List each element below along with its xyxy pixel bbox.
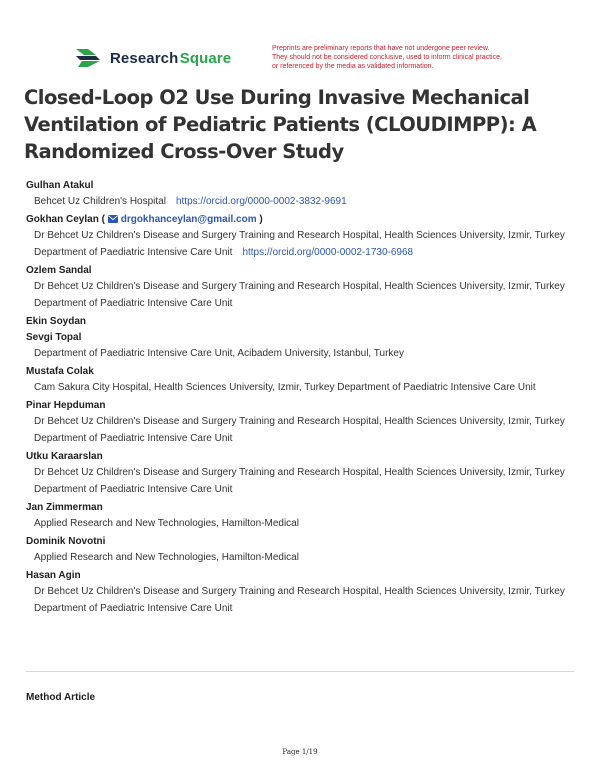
author-name: Gulhan Atakul (26, 180, 94, 191)
mail-icon (108, 215, 118, 223)
author-affiliation: Applied Research and New Technologies, Hamilton-Medical (34, 518, 299, 529)
orcid-link[interactable]: https://orcid.org/0000-0002-3832-9691 (175, 196, 347, 207)
author-affiliation-line (26, 193, 582, 210)
author-block (26, 365, 582, 396)
author-affiliation: Cam Sakura City Hospital, Health Sciences University, Izmir, Turkey Department of Paediatric Intensive Care Unit (34, 382, 536, 393)
paper-title: Closed-Loop O2 Use During Invasive Mechanical Ventilation of Pediatric Patients (CLOUDIMPP): A Randomized Cross-Over Study (24, 86, 537, 163)
email-paren: ( (101, 214, 105, 225)
author-affiliation: Department of Paediatric Intensive Care Unit, Acibadem University, Istanbul, Turkey (34, 348, 404, 359)
orcid-link[interactable]: https://orcid.org/0000-0002-1730-6968 (242, 247, 414, 258)
brand-name (110, 50, 231, 67)
author-block (26, 399, 582, 447)
author-name: Hasan Agin (26, 570, 81, 581)
preprint-notice-line: Preprints are preliminary reports that have not undergone peer review. (272, 45, 490, 52)
author-name: Dominik Novotni (26, 536, 106, 547)
article-type-label: Method Article (26, 692, 96, 703)
preprint-notice-line: They should not be considered conclusive, used to inform clinical practice, (272, 54, 502, 61)
author-name: Jan Zimmerman (26, 502, 103, 513)
author-name: Mustafa Colak (26, 366, 94, 377)
author-affiliation: Dr Behcet Uz Children's Disease and Surgery Training and Research Hospital, Health Sciences University, Izmir, Turkey Department of Paediatric Intensive Care Unit (34, 416, 565, 444)
author-block (26, 569, 582, 617)
author-name-line (26, 213, 582, 227)
author-block (26, 331, 582, 362)
preprint-notice (272, 44, 542, 71)
author-block (26, 179, 582, 210)
preprint-notice-line: or referenced by the media as validated information. (272, 63, 434, 70)
brand-name-part2: Square (179, 49, 232, 67)
author-name: Ekin Soydan (26, 316, 87, 327)
author-block (26, 213, 582, 261)
author-block (26, 315, 582, 329)
author-block (26, 450, 582, 498)
author-block (26, 535, 582, 566)
author-block (26, 501, 582, 532)
email-paren: ) (259, 214, 263, 225)
author-name: Utku Karaarslan (26, 451, 103, 462)
author-affiliation: Behcet Uz Children's Hospital (34, 196, 166, 207)
author-name: Ozlem Sandal (26, 265, 92, 276)
author-list (26, 179, 582, 620)
author-affiliation: Dr Behcet Uz Children's Disease and Surgery Training and Research Hospital, Health Sciences University, Izmir, Turkey Department of Paediatric Intensive Care Unit (34, 586, 565, 614)
author-affiliation: Dr Behcet Uz Children's Disease and Surgery Training and Research Hospital, Health Sciences University, Izmir, Turkey Department of Paediatric Intensive Care Unit (34, 281, 565, 309)
research-square-logo-icon (74, 46, 104, 70)
research-square-logo (74, 46, 231, 70)
brand-name-part1: Research (110, 49, 179, 67)
section-divider (26, 671, 574, 672)
author-name: Sevgi Topal (26, 332, 82, 343)
author-name: Pinar Hepduman (26, 400, 106, 411)
author-affiliation: Dr Behcet Uz Children's Disease and Surgery Training and Research Hospital, Health Sciences University, Izmir, Turkey Department of Paediatric Intensive Care Unit (34, 467, 565, 495)
author-email-link[interactable]: drgokhanceylan@gmail.com (120, 214, 257, 225)
page-number: Page 1/19 (282, 748, 318, 756)
author-affiliation: Dr Behcet Uz Children's Disease and Surgery Training and Research Hospital, Health Sciences University, Izmir, Turkey Department of Paediatric Intensive Care Unit (34, 230, 565, 258)
author-block (26, 264, 582, 312)
author-name: Gokhan Ceylan (26, 214, 99, 225)
author-affiliation-line (26, 227, 582, 261)
author-affiliation: Applied Research and New Technologies, Hamilton-Medical (34, 552, 299, 563)
